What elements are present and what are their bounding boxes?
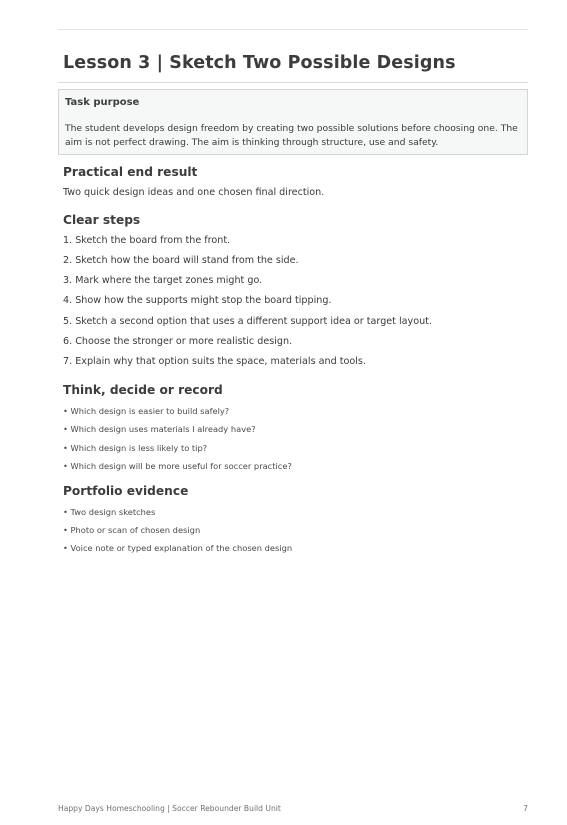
- think-decide-record-heading: Think, decide or record: [63, 383, 223, 397]
- step-item: 5. Sketch a second option that uses a different support idea or target layout.: [63, 316, 432, 327]
- evidence-item: • Voice note or typed explanation of the chosen design: [63, 543, 293, 553]
- portfolio-evidence-heading: Portfolio evidence: [63, 484, 189, 498]
- evidence-item: • Photo or scan of chosen design: [63, 525, 201, 535]
- task-purpose-text: The student develops design freedom by creating two possible solutions before choosing one. The aim is not perfect drawing. The aim is thinking through structure, use and safety.: [65, 123, 518, 148]
- task-purpose-box: [58, 89, 528, 155]
- top-divider: [58, 29, 528, 30]
- step-item: 3. Mark where the target zones might go.: [63, 275, 263, 286]
- step-item: 7. Explain why that option suits the space, materials and tools.: [63, 356, 366, 367]
- question-item: • Which design is easier to build safely?: [63, 406, 230, 416]
- footer-text: Happy Days Homeschooling | Soccer Rebounder Build Unit: [58, 804, 281, 813]
- clear-steps-heading: Clear steps: [63, 213, 141, 227]
- step-item: 2. Sketch how the board will stand from the side.: [63, 255, 299, 266]
- evidence-item: • Two design sketches: [63, 507, 156, 517]
- practical-end-result-heading: Practical end result: [63, 165, 198, 179]
- practical-end-result-text: Two quick design ideas and one chosen final direction.: [63, 187, 325, 198]
- step-item: 4. Show how the supports might stop the board tipping.: [63, 295, 332, 306]
- question-item: • Which design uses materials I already have?: [63, 424, 256, 434]
- question-item: • Which design is less likely to tip?: [63, 443, 208, 453]
- task-purpose-heading: Task purpose: [65, 97, 140, 108]
- page-title: Lesson 3 | Sketch Two Possible Designs: [63, 53, 456, 73]
- question-item: • Which design will be more useful for soccer practice?: [63, 461, 292, 471]
- title-divider: [58, 82, 528, 83]
- step-item: 6. Choose the stronger or more realistic design.: [63, 336, 293, 347]
- page-number: 7: [523, 804, 528, 813]
- step-item: 1. Sketch the board from the front.: [63, 235, 231, 246]
